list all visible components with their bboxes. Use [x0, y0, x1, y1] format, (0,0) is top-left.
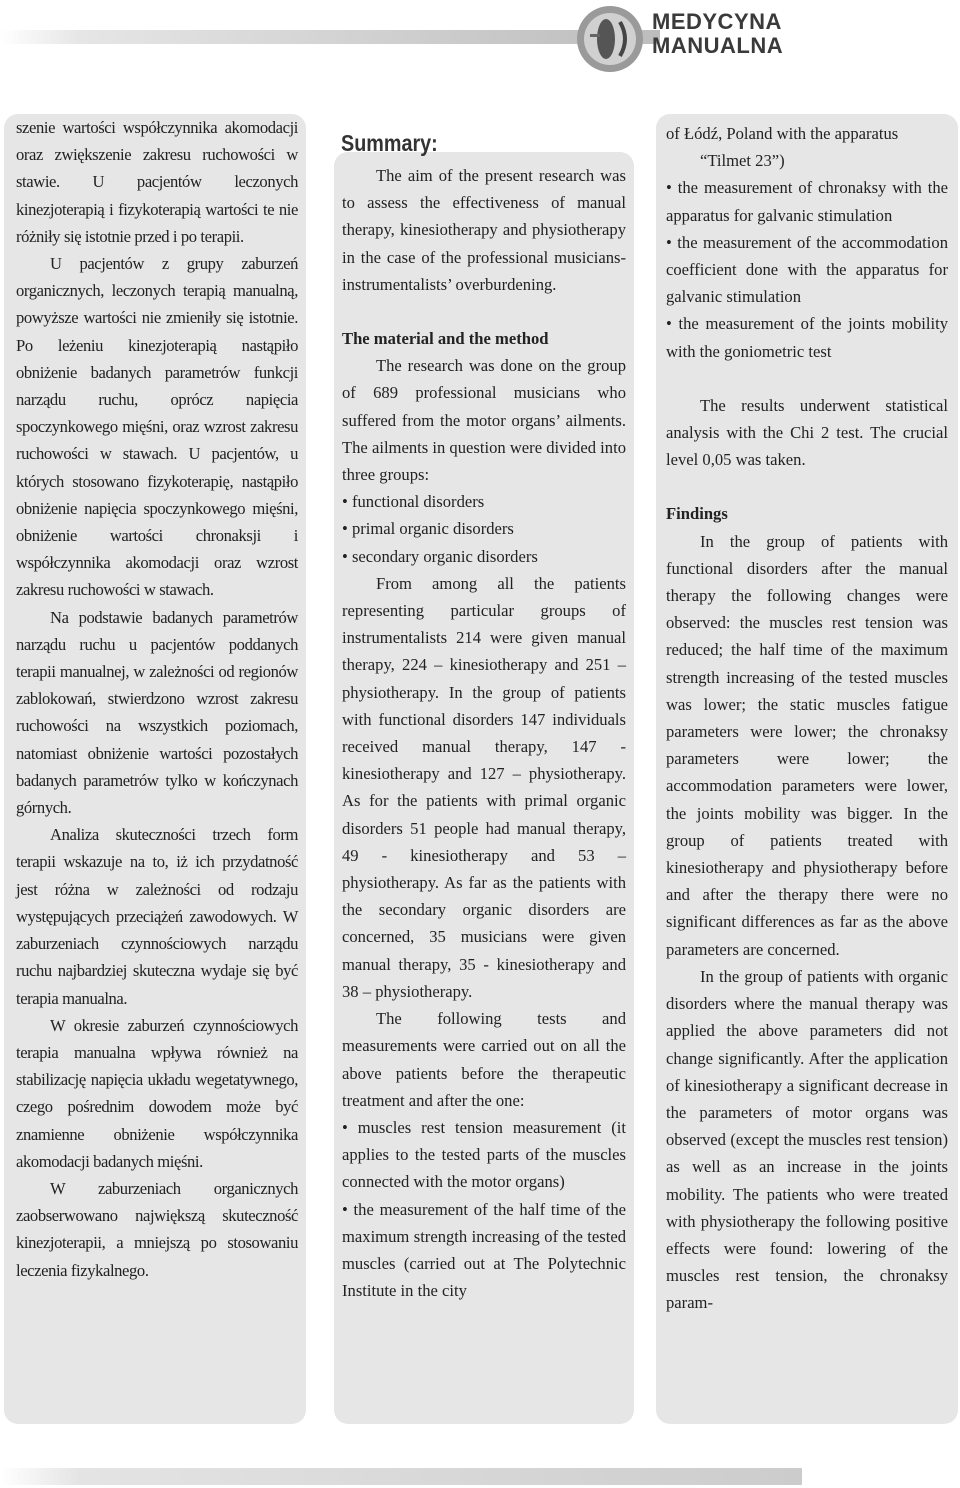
col1-paragraph-6: W zaburzeniach organicznych zaobserwowano największą skuteczność kinezjoterapii, a mniejszą po stosowaniu leczenia fizykalnego. — [16, 1178, 298, 1280]
summary-aim: The aim of the present research was to assess the effectiveness of manual therapy, kinesiotherapy and physiotherapy in the case of the professional musicians-instrumentalists’ overburdening. — [342, 166, 626, 294]
patients-paragraph: From among all the patients representing particular groups of instrumentalists 214 were given manual therapy, 224 – kinesiotherapy and 251 – physiotherapy. In the group of patients with functional disorders 147 individuals received manual therapy, 147 - kinesiotherapy and 127 – physiotherapy. As for the patients with primal organic disorders 51 people had manual therapy, 49 - kinesiotherapy and 53 – physiotherapy. As far as the patients with the secondary organic disorders are concerned, 35 musicians were given manual therapy, 35 - kinesiotherapy and 38 – physiotherapy. — [342, 573, 626, 1001]
heading-material-method: The material and the method — [342, 329, 549, 349]
findings-paragraph-1: In the group of patients with functional disorders after the manual therapy the following changes were observed: the muscles rest tension was reduced; the half time of the maximum strength increasing of the tested muscles was lower; the static muscles fatigue parameters were lower; the chronaksy parameters were lower; the accommodation parameters were lower, the joints mobility was bigger. In the group of patients treated with kinesiotherapy and physiotherapy before and after the therapy there were no significant differences as far as the above parameters are concerned. — [666, 531, 948, 959]
group-bullet-3: • secondary organic disorders — [342, 546, 538, 566]
test-bullet-4: • the measurement of the accommodation coefficient done with the apparatus for galvanic stimulation — [666, 232, 948, 307]
col1-paragraph-1: szenie wartości współczynnika akomodacji oraz zwiększenie zakresu ruchowości w stawie. U pacjentów leczonych kinezjoterapią i fizykoterapią wartości te nie różniły się istotnie przed i po terapii. — [16, 118, 298, 246]
col1-paragraph-4: Analiza skuteczności trzech form terapii wskazuje na to, iż ich przydatność jest różna w zależności od rodzaju występujących przeciążeń zawodowych. W zaburzeniach czynnościowych narządu ruchu najbardziej skuteczna wydaje się być terapia manualna. — [16, 825, 298, 1008]
findings-column — [656, 114, 958, 1424]
brand-line-2: MANUALNA — [652, 33, 784, 58]
group-bullet-2: • primal organic disorders — [342, 519, 514, 539]
test-bullet-1: • muscles rest tension measurement (it applies to the tested parts of the muscles connected with the motor organs) — [342, 1117, 626, 1192]
tests-paragraph: The following tests and measurements were carried out on all the above patients before the therapeutic treatment and after the one: — [342, 1009, 626, 1110]
polish-text-column — [4, 114, 306, 1424]
brand-line-1: MEDYCYNA — [652, 9, 782, 34]
test-bullet-2: • the measurement of the half time of the maximum strength increasing of the tested muscles (carried out at The Polytechnic Institute in the city — [342, 1199, 626, 1301]
col3-continuation-2: “Tilmet 23”) — [700, 151, 785, 171]
col3-continuation: of Łódź, Poland with the apparatus — [666, 124, 899, 143]
journal-brand — [652, 10, 783, 58]
method-paragraph: The research was done on the group of 689 professional musicians who suffered from the motor organs’ ailments. The ailments in question were divided into three groups: — [342, 356, 626, 485]
footer-bar — [0, 1468, 802, 1485]
col1-paragraph-3: Na podstawie badanych parametrów narządu ruchu u pacjentów poddanych terapii manualnej, w zależności od regionów zablokowań, stwierdzono wzrost zakresu ruchowości na wszystkich poziomach, natomiast obniżenie wartości pozostałych badanych parametrów tylko w kończynach górnych. — [16, 607, 298, 818]
statistics-paragraph: The results underwent statistical analysis with the Chi 2 test. The crucial level 0,05 was taken. — [666, 395, 948, 470]
findings-paragraph-2: In the group of patients with organic disorders where the manual therapy was applied the above parameters did not change significantly. After the application of kinesiotherapy a significant decrease in the parameters of motor organs was observed (except the muscles rest tension) as well as an increase in the joints mobility. The patients who were treated with physiotherapy the following positive effects were found: lowering of the muscles rest tension, the chronaksy param- — [666, 966, 948, 1313]
medical-journal-logo-icon — [570, 4, 650, 74]
col1-paragraph-5: W okresie zaburzeń czynnościowych terapia manualna wpływa również na stabilizację napięcia układu wegetatywnego, czego pośrednim dowodem może być znamienne obniżenie współczynnika akomodacji badanych mięśni. — [16, 1015, 298, 1171]
summary-column — [334, 152, 634, 1424]
test-bullet-5: • the measurement of the joints mobility with the goniometric test — [666, 314, 948, 361]
group-bullet-1: • functional disorders — [342, 492, 485, 512]
col1-paragraph-2: U pacjentów z grupy zaburzeń organicznych, leczonych terapią manualną, powyższe wartości nie zmieniły się istotnie. Po leżeniu kinezjoterapią nastąpiło obniżenie badanych parametrów funkcji narządu ruchu, oprócz napięcia spoczynkowego mięśni, oraz wzrost zakresu ruchowości w stawach. U pacjentów, u których stosowano fizykoterapię, nastąpiło obniżenie napięcia spoczynkowego mięśni, obniżenie wartości chronaksji i współczynnika akomodacji oraz wzrost zakresu ruchowości w stawach. — [16, 254, 298, 600]
summary-heading: Summary: — [341, 130, 438, 156]
header-bar — [0, 30, 660, 44]
heading-findings: Findings — [666, 504, 728, 524]
test-bullet-3: • the measurement of chronaksy with the apparatus for galvanic stimulation — [666, 178, 948, 225]
